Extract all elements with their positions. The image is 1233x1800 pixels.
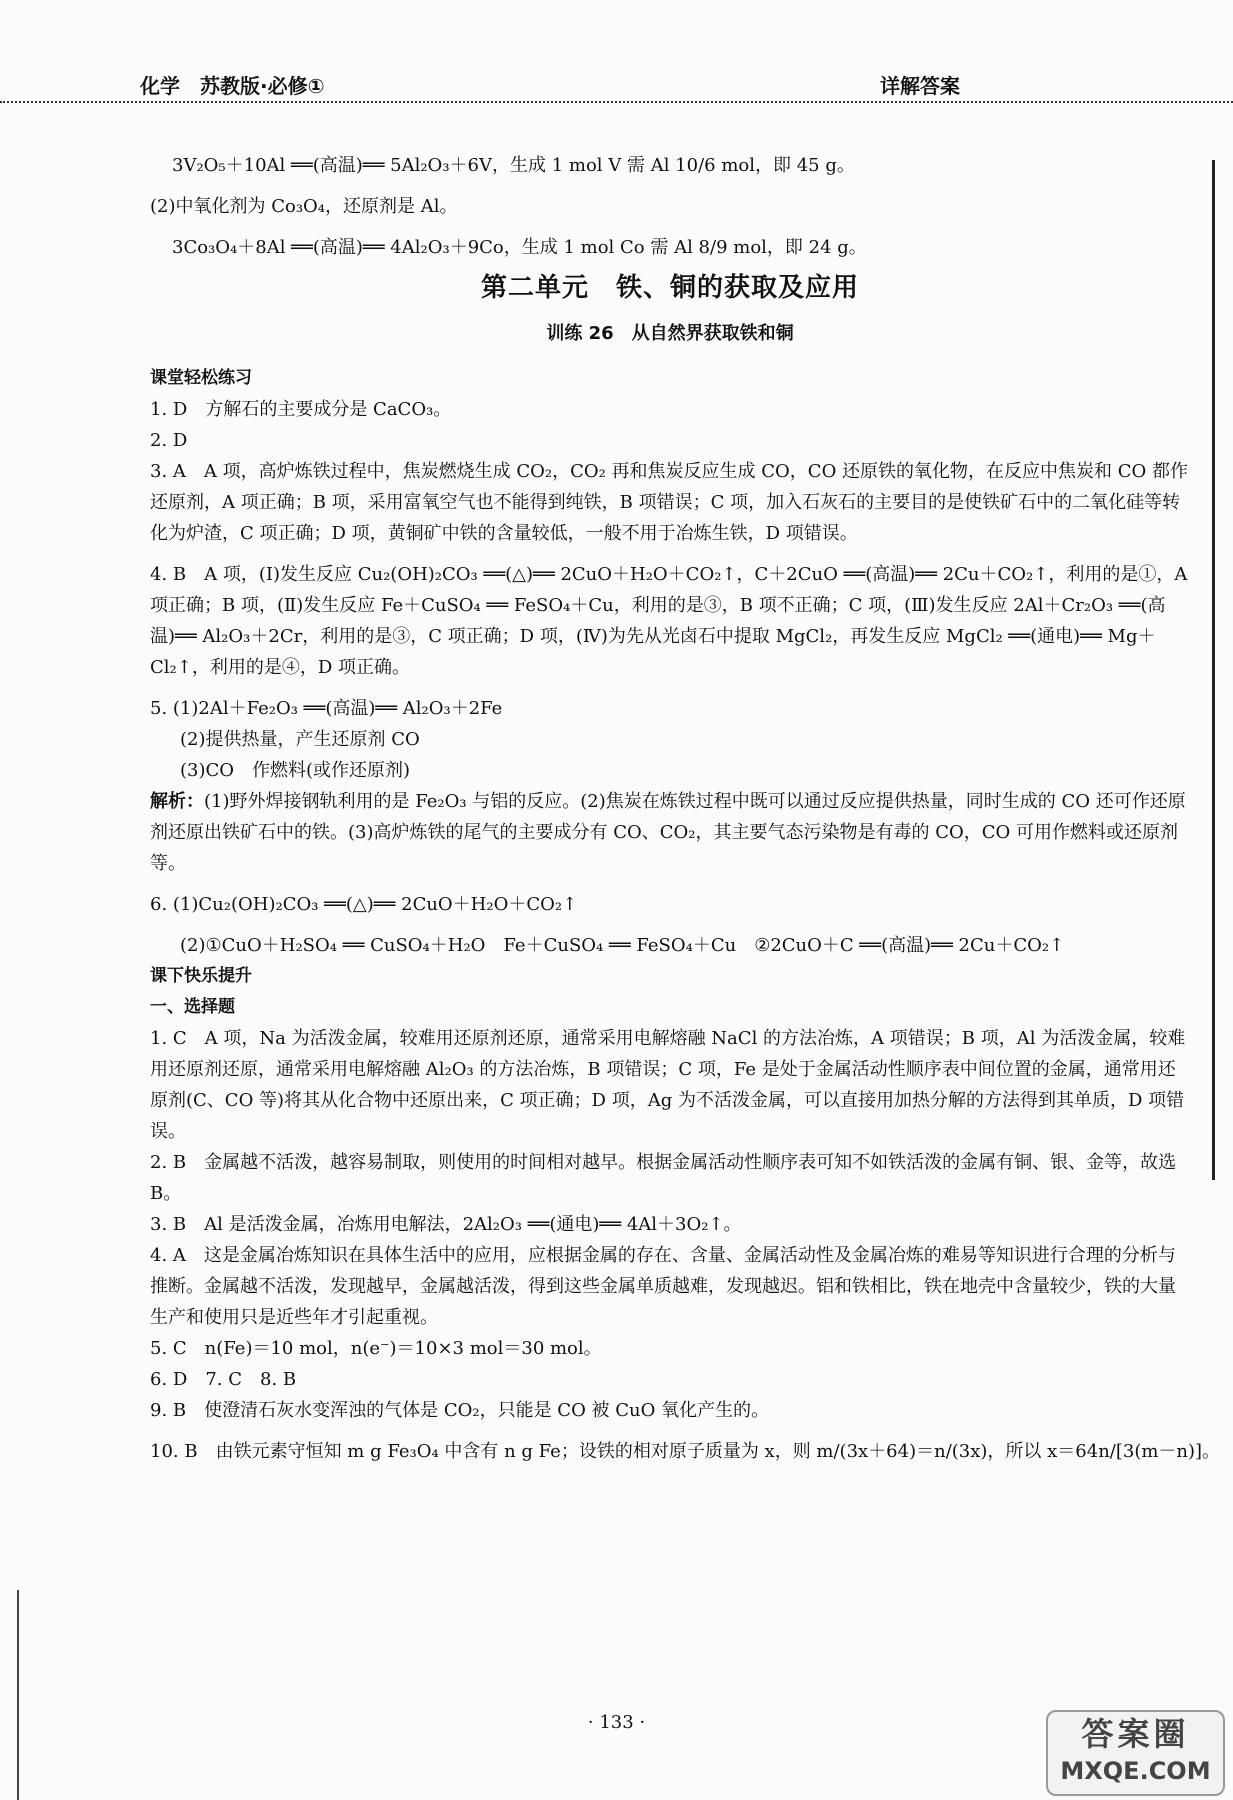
answer-item: 6. D 7. C 8. B xyxy=(150,1369,297,1390)
answer-item: 3. B Al 是活泼金属，冶炼用电解法，2Al₂O₃ ══(通电)══ 4Al＋3O₂↑。 xyxy=(150,1214,742,1235)
header-subject: 化学 苏教版·必修① xyxy=(140,74,325,98)
subsection-heading-choice: 一、选择题 xyxy=(150,997,235,1017)
answer-item: 4. B A 项，(Ⅰ)发生反应 Cu₂(OH)₂CO₃ ══(△)══ 2CuO＋H₂O＋CO₂↑，C＋2CuO ══(高温)══ 2Cu＋CO₂↑，利用的是①，A 项正确；B 项，(Ⅱ)发生反应 Fe＋CuSO₄ ══ FeSO₄＋Cu，利用的是③，B 项不正确；C 项，(Ⅲ)发生反应 2Al＋Cr₂O₃ ══(高温)══ Al₂O₃＋2Cr，利用的是③，C 项正确；D 项，(Ⅳ)为先从光卤石中提取 MgCl₂，再发生反应 MgCl₂ ══(通电)══ Mg＋Cl₂↑，利用的是④，D 项正确。 xyxy=(150,564,1188,678)
answer-item-5-part2: (2)提供热量，产生还原剂 CO xyxy=(180,729,420,750)
answer-item: 2. D xyxy=(150,430,188,451)
answer-item: 4. A 这是金属冶炼知识在具体生活中的应用，应根据金属的存在、含量、金属活动性及金属冶炼的难易等知识进行合理的分析与推断。金属越不活泼，发现越早，金属越活泼，得到这些金属单质越难，发现越迟。铝和铁相比，铁在地壳中含量较少，铁的大量生产和使用只是近些年才引起重视。 xyxy=(150,1245,1176,1328)
answer-item-6-part2: (2)①CuO＋H₂SO₄ ══ CuSO₄＋H₂O Fe＋CuSO₄ ══ FeSO₄＋Cu ②2CuO＋C ══(高温)══ 2Cu＋CO₂↑ xyxy=(180,935,1065,956)
answer-item-6-part1: 6. (1)Cu₂(OH)₂CO₃ ══(△)══ 2CuO＋H₂O＋CO₂↑ xyxy=(150,894,578,915)
scan-edge-line-left xyxy=(17,1590,19,1800)
answer-item: 2. B 金属越不活泼，越容易制取，则使用的时间相对越早。根据金属活动性顺序表可知不如铁活泼的金属有铜、银、金等，故选 B。 xyxy=(150,1152,1177,1204)
section-heading-classroom: 课堂轻松练习 xyxy=(150,368,252,388)
answer-item: 3. A A 项，高炉炼铁过程中，焦炭燃烧生成 CO₂，CO₂ 再和焦炭反应生成 CO，CO 还原铁的氧化物，在反应中焦炭和 CO 都作还原剂，A 项正确；B 项，采用富氧空气也不能得到纯铁，B 项错误；C 项，加入石灰石的主要目的是使铁矿石中的二氧化硅等转化为炉渣，C 项正确；D 项，黄铜矿中铁的含量较低，一般不用于冶炼生铁，D 项错误。 xyxy=(150,461,1189,544)
answer-content xyxy=(150,150,1221,1467)
watermark-title: 答案圈 xyxy=(1081,1715,1190,1753)
answer-item: 5. C n(Fe)＝10 mol，n(e⁻)＝10×3 mol＝30 mol。 xyxy=(150,1338,602,1359)
header-divider xyxy=(0,101,1233,103)
scan-edge-line xyxy=(1212,160,1215,1180)
section-heading-after-class: 课下快乐提升 xyxy=(150,966,252,986)
answer-item-5-part3: (3)CO 作燃料(或作还原剂) xyxy=(180,760,411,781)
answer-item: 10. B 由铁元素守恒知 m g Fe₃O₄ 中含有 n g Fe；设铁的相对原子质量为 x，则 m/(3x＋64)＝n/(3x)，所以 x＝64n/[3(m－n)]。 xyxy=(150,1441,1221,1462)
analysis-label: 解析： xyxy=(150,791,204,812)
unit-title: 第二单元 铁、铜的获取及应用 xyxy=(480,273,859,303)
header-answer-label: 详解答案 xyxy=(880,74,960,98)
intro-text-2: (2)中氧化剂为 Co₃O₄，还原剂是 Al。 xyxy=(150,196,458,217)
watermark-url: MXQE.COM xyxy=(1060,1757,1211,1785)
answer-item-5-part1: 5. (1)2Al＋Fe₂O₃ ══(高温)══ Al₂O₃＋2Fe xyxy=(150,698,503,719)
intro-equation-1: 3V₂O₅＋10Al ══(高温)══ 5Al₂O₃＋6V，生成 1 mol V 需 Al 10/6 mol，即 45 g。 xyxy=(172,155,855,176)
training-title: 训练 26 从自然界获取铁和铜 xyxy=(546,323,794,344)
answer-item: 1. D 方解石的主要成分是 CaCO₃。 xyxy=(150,399,452,420)
intro-equation-3: 3Co₃O₄＋8Al ══(高温)══ 4Al₂O₃＋9Co，生成 1 mol Co 需 Al 8/9 mol，即 24 g。 xyxy=(172,237,867,258)
analysis-text: (1)野外焊接钢轨利用的是 Fe₂O₃ 与铝的反应。(2)焦炭在炼铁过程中既可以通过反应提供热量，同时生成的 CO 还可作还原剂还原出铁矿石中的铁。(3)高炉炼铁的尾气的主要成分有 CO、CO₂，其主要气态污染物是有毒的 CO，CO 可用作燃料或还原剂等。 xyxy=(150,791,1186,874)
answer-item: 1. C A 项，Na 为活泼金属，较难用还原剂还原，通常采用电解熔融 NaCl 的方法冶炼，A 项错误；B 项，Al 为活泼金属，较难用还原剂还原，通常采用电解熔融 Al₂O₃ 的方法冶炼，B 项错误；C 项，Fe 是处于金属活动性顺序表中间位置的金属，通常用还原剂(C、CO 等)将其从化合物中还原出来，C 项正确；D 项，Ag 为不活泼金属，可以直接用加热分解的方法得到其单质，D 项错误。 xyxy=(150,1028,1186,1142)
analysis-paragraph xyxy=(150,786,1190,879)
answer-item: 9. B 使澄清石灰水变浑浊的气体是 CO₂，只能是 CO 被 CuO 氧化产生的。 xyxy=(150,1400,770,1421)
page-number: · 133 · xyxy=(587,1712,646,1733)
watermark-logo xyxy=(1046,1710,1225,1796)
